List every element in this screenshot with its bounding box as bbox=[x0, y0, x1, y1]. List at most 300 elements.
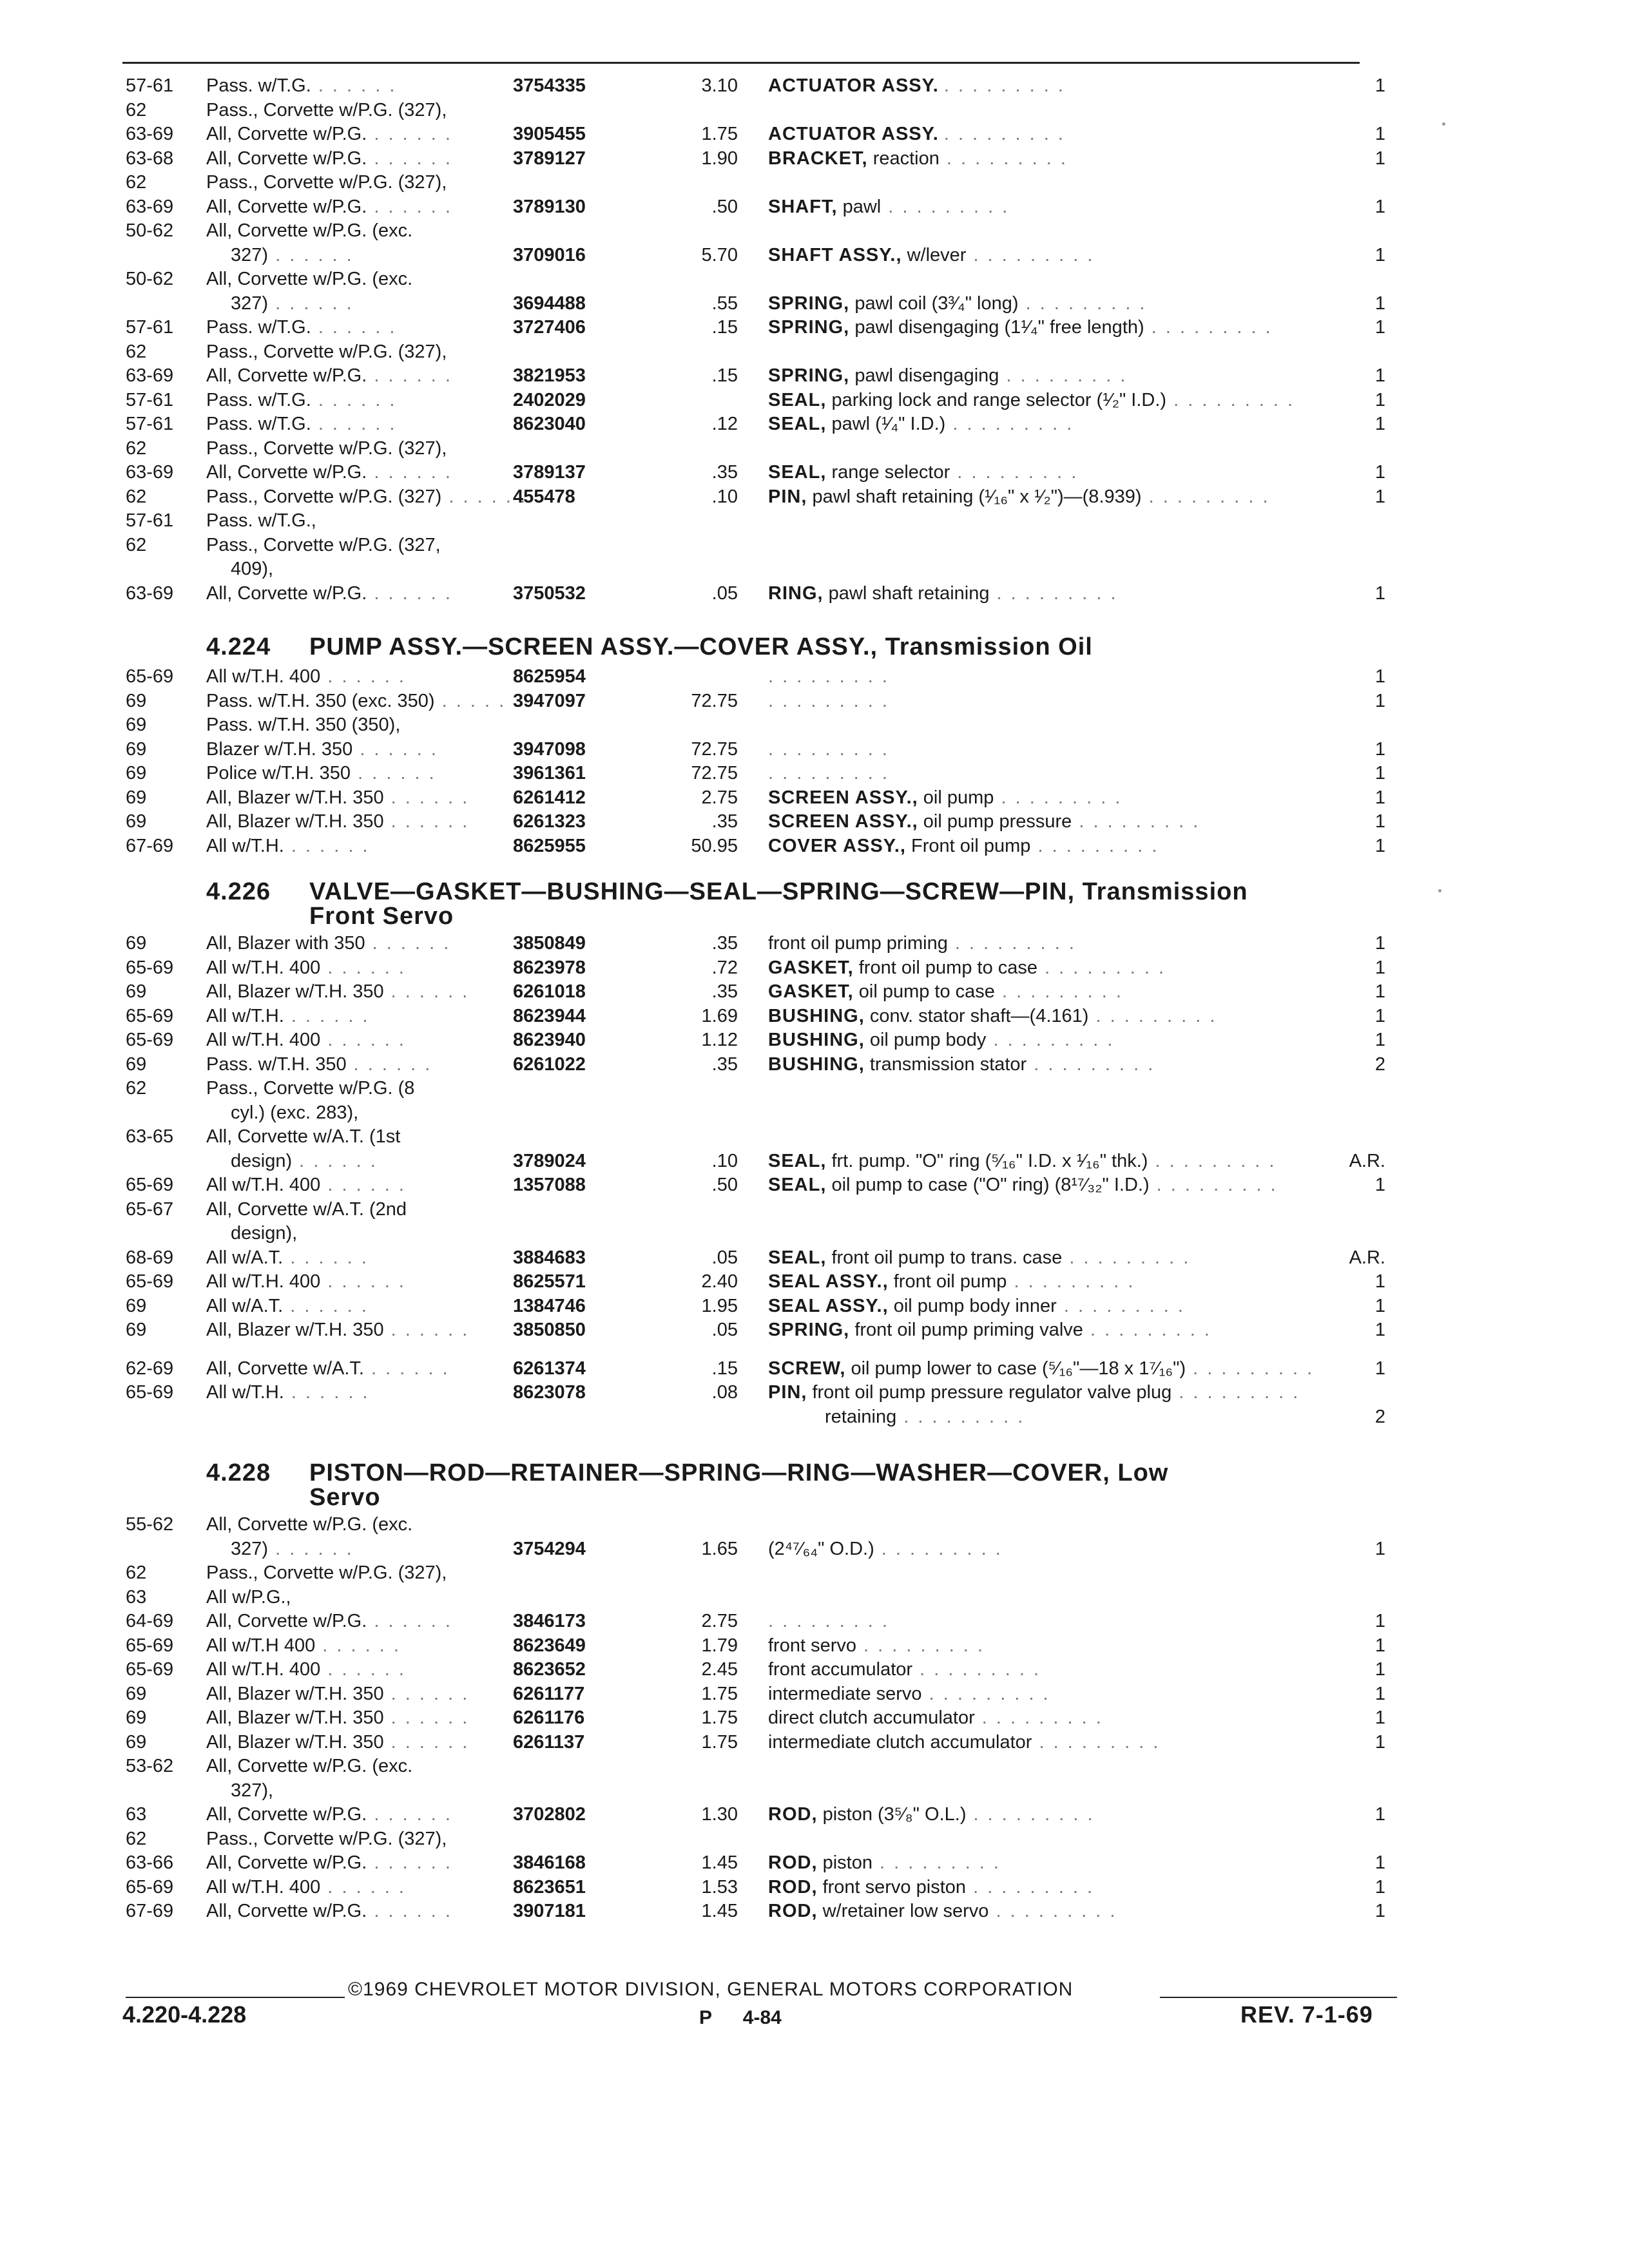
application bbox=[231, 1101, 358, 1124]
list-price: .10 bbox=[711, 1151, 738, 1171]
application-text: All w/T.H. 400 bbox=[206, 1175, 321, 1195]
quantity: 1 bbox=[1374, 1901, 1385, 1921]
part-name: ACTUATOR ASSY. bbox=[768, 124, 939, 144]
leader-dots: . . . . . . . . . bbox=[1171, 1382, 1300, 1403]
part-description: frt. pump. "O" ring (⁵⁄₁₆" I.D. x ¹⁄₁₆" thk.) bbox=[831, 1151, 1148, 1171]
table-row bbox=[0, 195, 1629, 218]
application-text: All w/T.H. 400 bbox=[206, 1271, 321, 1292]
description bbox=[768, 1537, 1003, 1561]
list-price: .35 bbox=[711, 462, 738, 483]
description bbox=[768, 147, 1068, 170]
description bbox=[768, 762, 889, 785]
model-years: 69 bbox=[126, 763, 147, 783]
model-years: 65-69 bbox=[126, 957, 174, 978]
list-price: .50 bbox=[711, 1175, 738, 1195]
application bbox=[206, 665, 406, 688]
model-years: 62 bbox=[126, 172, 147, 193]
leader-dots: . . . . . . bbox=[367, 1901, 452, 1921]
part-name: ROD, bbox=[768, 1901, 818, 1921]
part-number: 8623649 bbox=[513, 1635, 586, 1656]
list-price: 72.75 bbox=[691, 691, 738, 711]
leader-dots: . . . . . . . . . bbox=[988, 1901, 1117, 1921]
leader-dots: . . . . . . bbox=[383, 1707, 470, 1728]
part-name: SEAL, bbox=[768, 462, 827, 483]
model-years: 65-69 bbox=[126, 1271, 174, 1292]
table-row bbox=[0, 1876, 1629, 1899]
leader-dots: . . . . . . . . . bbox=[1056, 1296, 1185, 1316]
leader-dots: . . . . . . bbox=[383, 1320, 470, 1340]
application-text: Pass. w/T.H. 350 bbox=[206, 1054, 347, 1075]
model-years: 69 bbox=[126, 981, 147, 1002]
application-text: 409), bbox=[231, 559, 274, 579]
quantity: 1 bbox=[1374, 462, 1385, 483]
application bbox=[206, 1731, 469, 1754]
leader-dots: . . . . . . . . . bbox=[989, 583, 1118, 604]
application bbox=[206, 195, 452, 218]
leader-dots: . . . . . . bbox=[383, 981, 470, 1002]
leader-dots: . . . . . . bbox=[284, 1006, 370, 1026]
application-text: All w/T.H. bbox=[206, 836, 284, 856]
table-row bbox=[0, 665, 1629, 688]
quantity: 1 bbox=[1374, 317, 1385, 338]
part-number: 8625955 bbox=[513, 836, 586, 856]
table-row bbox=[0, 1149, 1629, 1173]
leader-dots: . . . . . . bbox=[367, 197, 452, 217]
part-name: ROD, bbox=[768, 1804, 818, 1825]
description bbox=[768, 461, 1078, 484]
part-description: oil pump bbox=[923, 787, 994, 808]
model-years: 53-62 bbox=[126, 1756, 174, 1776]
quantity: 2 bbox=[1374, 1054, 1385, 1075]
table-row bbox=[0, 1779, 1629, 1802]
part-number: 3846168 bbox=[513, 1852, 586, 1873]
leader-dots: . . . . . . bbox=[352, 739, 438, 760]
model-years: 57-61 bbox=[126, 414, 174, 434]
list-price: 2.75 bbox=[701, 1611, 738, 1631]
table-row bbox=[0, 1899, 1629, 1923]
part-number: 3727406 bbox=[513, 317, 586, 338]
footer-rule-right bbox=[1160, 1997, 1397, 1998]
part-description: Front oil pump bbox=[911, 836, 1031, 856]
leader-dots: . . . . . . . . . bbox=[1007, 1271, 1135, 1292]
quantity: 1 bbox=[1374, 1006, 1385, 1026]
part-description: piston bbox=[822, 1852, 872, 1873]
application-text: All, Corvette w/P.G. bbox=[206, 148, 367, 169]
part-description: front oil pump to trans. case bbox=[831, 1247, 1063, 1268]
leader-dots: . . . . . . bbox=[367, 365, 452, 386]
leader-dots: . . . . . . . . . bbox=[1032, 1732, 1161, 1753]
model-years: 62 bbox=[126, 1829, 147, 1849]
description bbox=[768, 1803, 1095, 1826]
application-text: All, Corvette w/P.G. bbox=[206, 1804, 367, 1825]
table-row bbox=[0, 122, 1629, 146]
section-heading-continued bbox=[0, 1483, 1629, 1512]
part-description: oil pump lower to case (⁵⁄₁₆"—18 x 1⁷⁄₁₆") bbox=[851, 1358, 1186, 1379]
application-text: Pass. w/T.G. bbox=[206, 390, 311, 410]
part-name: RING, bbox=[768, 583, 824, 604]
application bbox=[206, 1028, 406, 1052]
table-row bbox=[0, 340, 1629, 363]
quantity: 1 bbox=[1374, 390, 1385, 410]
leader-dots: . . . . . . bbox=[441, 486, 528, 507]
list-price: 1.75 bbox=[701, 1707, 738, 1728]
application bbox=[206, 1357, 450, 1380]
leader-dots: . . . . . . bbox=[311, 317, 397, 338]
application bbox=[206, 1876, 406, 1899]
description bbox=[768, 1899, 1117, 1923]
leader-dots: . . . . . . . . . bbox=[1027, 1054, 1155, 1075]
application-text: All, Blazer w/T.H. 350 bbox=[206, 981, 384, 1002]
leader-dots: . . . . . . bbox=[363, 1358, 450, 1379]
description bbox=[825, 1405, 1025, 1428]
section-title: VALVE—GASKET—BUSHING—SEAL—SPRING—SCREW—PIN, Transmission bbox=[309, 878, 1248, 905]
application-text: All, Corvette w/P.G. bbox=[206, 197, 367, 217]
part-number: 3947098 bbox=[513, 739, 586, 760]
part-name: SEAL, bbox=[768, 390, 827, 410]
leader-dots: . . . . . . . . . bbox=[945, 414, 1074, 434]
list-price: .08 bbox=[711, 1382, 738, 1403]
model-years: 63-66 bbox=[126, 1852, 174, 1873]
part-number: 3709016 bbox=[513, 245, 586, 265]
table-row bbox=[0, 834, 1629, 858]
leader-dots: . . . . . . . . . bbox=[1141, 486, 1270, 507]
table-row bbox=[0, 1053, 1629, 1076]
leader-dots: . . . . . . . . . bbox=[1083, 1320, 1211, 1340]
model-years: 65-69 bbox=[126, 1006, 174, 1026]
table-row bbox=[0, 786, 1629, 809]
application-text: All, Corvette w/P.G. bbox=[206, 365, 367, 386]
table-row bbox=[0, 980, 1629, 1003]
part-name: SEAL ASSY., bbox=[768, 1296, 889, 1316]
quantity: 1 bbox=[1374, 1358, 1385, 1379]
list-price: 2.75 bbox=[701, 787, 738, 808]
application bbox=[206, 1270, 406, 1293]
leader-dots: . . . . . . . . . bbox=[1030, 836, 1159, 856]
part-description: parking lock and range selector (¹⁄₂" I.D.) bbox=[831, 390, 1167, 410]
table-row bbox=[0, 810, 1629, 833]
leader-dots: . . . . . . . . . bbox=[881, 197, 1010, 217]
part-number: 8623944 bbox=[513, 1006, 586, 1026]
leader-dots: . . . . . . bbox=[320, 1877, 406, 1898]
quantity: A.R. bbox=[1349, 1151, 1385, 1171]
part-description: oil pump pressure bbox=[923, 811, 1072, 832]
model-years: 67-69 bbox=[126, 836, 174, 856]
list-price: 1.12 bbox=[701, 1030, 738, 1050]
part-number: 3789024 bbox=[513, 1151, 586, 1171]
description bbox=[768, 1246, 1190, 1269]
model-years: 62 bbox=[126, 486, 147, 507]
model-years: 63 bbox=[126, 1804, 147, 1825]
footer-section-range: 4.220-4.228 bbox=[122, 2001, 247, 2028]
part-description: oil pump body inner bbox=[893, 1296, 1057, 1316]
list-price: .55 bbox=[711, 293, 738, 314]
description bbox=[768, 932, 1076, 955]
part-number: 455478 bbox=[513, 486, 575, 507]
model-years: 65-69 bbox=[126, 1175, 174, 1195]
application bbox=[206, 713, 400, 736]
table-row bbox=[0, 1173, 1629, 1196]
description bbox=[768, 956, 1166, 979]
application bbox=[206, 980, 469, 1003]
list-price: 50.95 bbox=[691, 836, 738, 856]
list-price: 1.95 bbox=[701, 1296, 738, 1316]
model-years: 69 bbox=[126, 1054, 147, 1075]
table-row bbox=[0, 461, 1629, 484]
footer-copyright: ©1969 CHEVROLET MOTOR DIVISION, GENERAL MOTORS CORPORATION bbox=[348, 1979, 1074, 2000]
part-name: SPRING, bbox=[768, 293, 850, 314]
part-description: pawl (¹⁄₄" I.D.) bbox=[831, 414, 946, 434]
leader-dots: . . . . . . . . . bbox=[768, 666, 889, 687]
application bbox=[231, 244, 354, 267]
application-text: All, Corvette w/P.G. (exc. bbox=[206, 220, 413, 241]
leader-dots: . . . . . . . . . bbox=[966, 245, 1095, 265]
table-row bbox=[0, 1318, 1629, 1341]
scan-speck bbox=[1442, 122, 1445, 126]
application bbox=[206, 738, 438, 761]
part-description: front accumulator bbox=[768, 1659, 913, 1680]
model-years: 65-69 bbox=[126, 666, 174, 687]
quantity: 1 bbox=[1374, 787, 1385, 808]
list-price: .05 bbox=[711, 1320, 738, 1340]
application-text: All w/T.H. 400 bbox=[206, 666, 321, 687]
quantity: 1 bbox=[1374, 1296, 1385, 1316]
application-text: All, Corvette w/P.G. (exc. bbox=[206, 269, 413, 289]
model-years: 65-69 bbox=[126, 1382, 174, 1403]
quantity: 1 bbox=[1374, 486, 1385, 507]
table-row bbox=[0, 1586, 1629, 1609]
part-number: 3884683 bbox=[513, 1247, 586, 1268]
application bbox=[206, 485, 527, 508]
list-price: 1.30 bbox=[701, 1804, 738, 1825]
section-title-line2: Servo bbox=[309, 1484, 381, 1511]
application bbox=[206, 1053, 432, 1076]
model-years: 63 bbox=[126, 1587, 147, 1608]
leader-dots: . . . . . . . . . bbox=[986, 1030, 1115, 1050]
leader-dots: . . . . . . bbox=[383, 787, 470, 808]
part-name: SEAL ASSY., bbox=[768, 1271, 889, 1292]
application-text: All, Corvette w/P.G. bbox=[206, 1901, 367, 1921]
part-number: 3754294 bbox=[513, 1539, 586, 1559]
description bbox=[768, 1634, 985, 1657]
table-row bbox=[0, 956, 1629, 979]
leader-dots: . . . . . . . . . bbox=[921, 1684, 1050, 1704]
application-text: Pass., Corvette w/P.G. (327), bbox=[206, 1562, 447, 1583]
part-name: SHAFT, bbox=[768, 197, 838, 217]
leader-dots: . . . . . . bbox=[283, 1296, 369, 1316]
footer-page-number: P 4-84 bbox=[699, 2007, 782, 2028]
model-years: 62 bbox=[126, 341, 147, 362]
application-text: Pass., Corvette w/P.G. (327, bbox=[206, 535, 441, 555]
part-number: 6261176 bbox=[513, 1707, 585, 1728]
model-years: 69 bbox=[126, 1320, 147, 1340]
application-text: Pass., Corvette w/P.G. (327), bbox=[206, 100, 447, 120]
list-price: .05 bbox=[711, 583, 738, 604]
model-years: 63-69 bbox=[126, 462, 174, 483]
model-years: 63-65 bbox=[126, 1126, 174, 1147]
application-text: All w/T.H 400 bbox=[206, 1635, 316, 1656]
table-row bbox=[0, 738, 1629, 761]
table-row bbox=[0, 1246, 1629, 1269]
leader-dots: . . . . . . bbox=[346, 1054, 432, 1075]
description bbox=[768, 1876, 1094, 1899]
model-years: 69 bbox=[126, 1707, 147, 1728]
application-text: All, Blazer w/T.H. 350 bbox=[206, 1732, 384, 1753]
leader-dots: . . . . . . . . . bbox=[994, 981, 1123, 1002]
model-years: 57-61 bbox=[126, 75, 174, 96]
application bbox=[206, 99, 447, 122]
table-row bbox=[0, 1381, 1629, 1404]
list-price: 72.75 bbox=[691, 739, 738, 760]
application-text: All, Corvette w/P.G. bbox=[206, 124, 367, 144]
application-text: Pass. w/T.H. 350 (exc. 350) bbox=[206, 691, 435, 711]
part-description: pawl coil (3³⁄₄" long) bbox=[854, 293, 1019, 314]
application bbox=[206, 389, 396, 412]
table-row bbox=[0, 1658, 1629, 1681]
application bbox=[206, 1827, 447, 1850]
application bbox=[206, 1658, 406, 1681]
application bbox=[231, 1779, 273, 1802]
leader-dots: . . . . . . . . . bbox=[939, 148, 1068, 169]
part-name: SPRING, bbox=[768, 365, 850, 386]
description bbox=[768, 1294, 1185, 1318]
section-title-line2: Front Servo bbox=[309, 903, 454, 930]
application-text: All, Blazer w/T.H. 350 bbox=[206, 1320, 384, 1340]
application-text: 327) bbox=[231, 1539, 269, 1559]
part-description: front oil pump bbox=[893, 1271, 1007, 1292]
application bbox=[206, 1246, 369, 1269]
part-number: 3750532 bbox=[513, 583, 586, 604]
part-description: oil pump to case bbox=[858, 981, 995, 1002]
leader-dots: . . . . . . . . . bbox=[896, 1407, 1025, 1427]
application-text: design), bbox=[231, 1223, 298, 1244]
application-text: Pass., Corvette w/P.G. (327), bbox=[206, 172, 447, 193]
leader-dots: . . . . . . bbox=[320, 1175, 406, 1195]
table-row bbox=[0, 1537, 1629, 1561]
leader-dots: . . . . . . bbox=[367, 1852, 452, 1873]
description bbox=[768, 1173, 1278, 1196]
part-name: SHAFT ASSY., bbox=[768, 245, 902, 265]
top-rule bbox=[122, 62, 1360, 64]
table-row bbox=[0, 219, 1629, 242]
part-number: 8623040 bbox=[513, 414, 586, 434]
model-years: 65-69 bbox=[126, 1030, 174, 1050]
part-name: SCREEN ASSY., bbox=[768, 811, 918, 832]
leader-dots: . . . . . . bbox=[284, 1382, 370, 1403]
quantity: 1 bbox=[1374, 245, 1385, 265]
table-row bbox=[0, 74, 1629, 97]
part-name: BUSHING, bbox=[768, 1006, 865, 1026]
application-text: All w/A.T. bbox=[206, 1247, 284, 1268]
part-number: 3846173 bbox=[513, 1611, 586, 1631]
model-years: 68-69 bbox=[126, 1247, 174, 1268]
leader-dots: . . . . . . . . . bbox=[1062, 1247, 1191, 1268]
application bbox=[206, 1198, 407, 1221]
description bbox=[768, 665, 889, 688]
leader-dots: . . . . . . bbox=[367, 148, 452, 169]
part-number: 6261018 bbox=[513, 981, 586, 1002]
quantity: 1 bbox=[1374, 957, 1385, 978]
application bbox=[206, 1682, 469, 1706]
part-name: BRACKET, bbox=[768, 148, 868, 169]
leader-dots: . . . . . . . . . bbox=[1186, 1358, 1315, 1379]
application-text: Pass. w/T.G. bbox=[206, 317, 311, 338]
application-text: All w/P.G., bbox=[206, 1587, 291, 1608]
application bbox=[206, 364, 452, 387]
leader-dots: . . . . . . . . . bbox=[1148, 1151, 1277, 1171]
quantity: 1 bbox=[1374, 691, 1385, 711]
part-number: 3789130 bbox=[513, 197, 586, 217]
list-price: 1.75 bbox=[701, 124, 738, 144]
list-price: .15 bbox=[711, 365, 738, 386]
part-number: 6261374 bbox=[513, 1358, 586, 1379]
quantity: 1 bbox=[1374, 1877, 1385, 1898]
table-row bbox=[0, 713, 1629, 736]
part-number: 6261177 bbox=[513, 1684, 585, 1704]
part-description: front oil pump priming bbox=[768, 933, 948, 954]
leader-dots: . . . . . . bbox=[383, 1732, 470, 1753]
leader-dots: . . . . . . bbox=[367, 1611, 452, 1631]
table-row bbox=[0, 1270, 1629, 1293]
table-row bbox=[0, 1610, 1629, 1633]
list-price: .72 bbox=[711, 957, 738, 978]
model-years: 63-69 bbox=[126, 583, 174, 604]
table-row bbox=[0, 1405, 1629, 1428]
part-description: intermediate servo bbox=[768, 1684, 922, 1704]
leader-dots: . . . . . . bbox=[268, 1539, 354, 1559]
table-row bbox=[0, 1513, 1629, 1536]
part-description: w/lever bbox=[907, 245, 967, 265]
part-description: transmission stator bbox=[869, 1054, 1027, 1075]
list-price: 1.79 bbox=[701, 1635, 738, 1656]
table-row bbox=[0, 244, 1629, 267]
model-years: 69 bbox=[126, 787, 147, 808]
leader-dots: . . . . . . bbox=[284, 836, 370, 856]
application bbox=[206, 582, 452, 605]
leader-dots: . . . . . . . . . bbox=[966, 1804, 1095, 1825]
section-heading bbox=[0, 633, 1629, 661]
description bbox=[768, 1731, 1160, 1754]
application-text: All, Corvette w/P.G. (exc. bbox=[206, 1756, 413, 1776]
part-number: 6261323 bbox=[513, 811, 586, 832]
table-row bbox=[0, 1803, 1629, 1826]
leader-dots: . . . . . . . . . bbox=[768, 763, 889, 783]
description bbox=[768, 1381, 1300, 1404]
description bbox=[768, 1149, 1276, 1173]
part-description: intermediate clutch accumulator bbox=[768, 1732, 1032, 1753]
model-years: 69 bbox=[126, 739, 147, 760]
model-years: 69 bbox=[126, 1684, 147, 1704]
table-row bbox=[0, 412, 1629, 436]
model-years: 69 bbox=[126, 691, 147, 711]
model-years: 50-62 bbox=[126, 269, 174, 289]
table-row bbox=[0, 1357, 1629, 1380]
footer-rule-left bbox=[126, 1997, 345, 1998]
part-description: direct clutch accumulator bbox=[768, 1707, 975, 1728]
description bbox=[768, 1682, 1050, 1706]
list-price: 2.45 bbox=[701, 1659, 738, 1680]
application bbox=[231, 1222, 297, 1245]
application bbox=[206, 461, 452, 484]
quantity: 1 bbox=[1374, 763, 1385, 783]
application bbox=[206, 219, 412, 242]
model-years: 55-62 bbox=[126, 1514, 174, 1535]
model-years: 69 bbox=[126, 1296, 147, 1316]
application bbox=[206, 1634, 401, 1657]
table-row bbox=[0, 1077, 1629, 1100]
description bbox=[768, 1706, 1103, 1729]
application bbox=[231, 1149, 378, 1173]
part-number: 3905455 bbox=[513, 124, 586, 144]
